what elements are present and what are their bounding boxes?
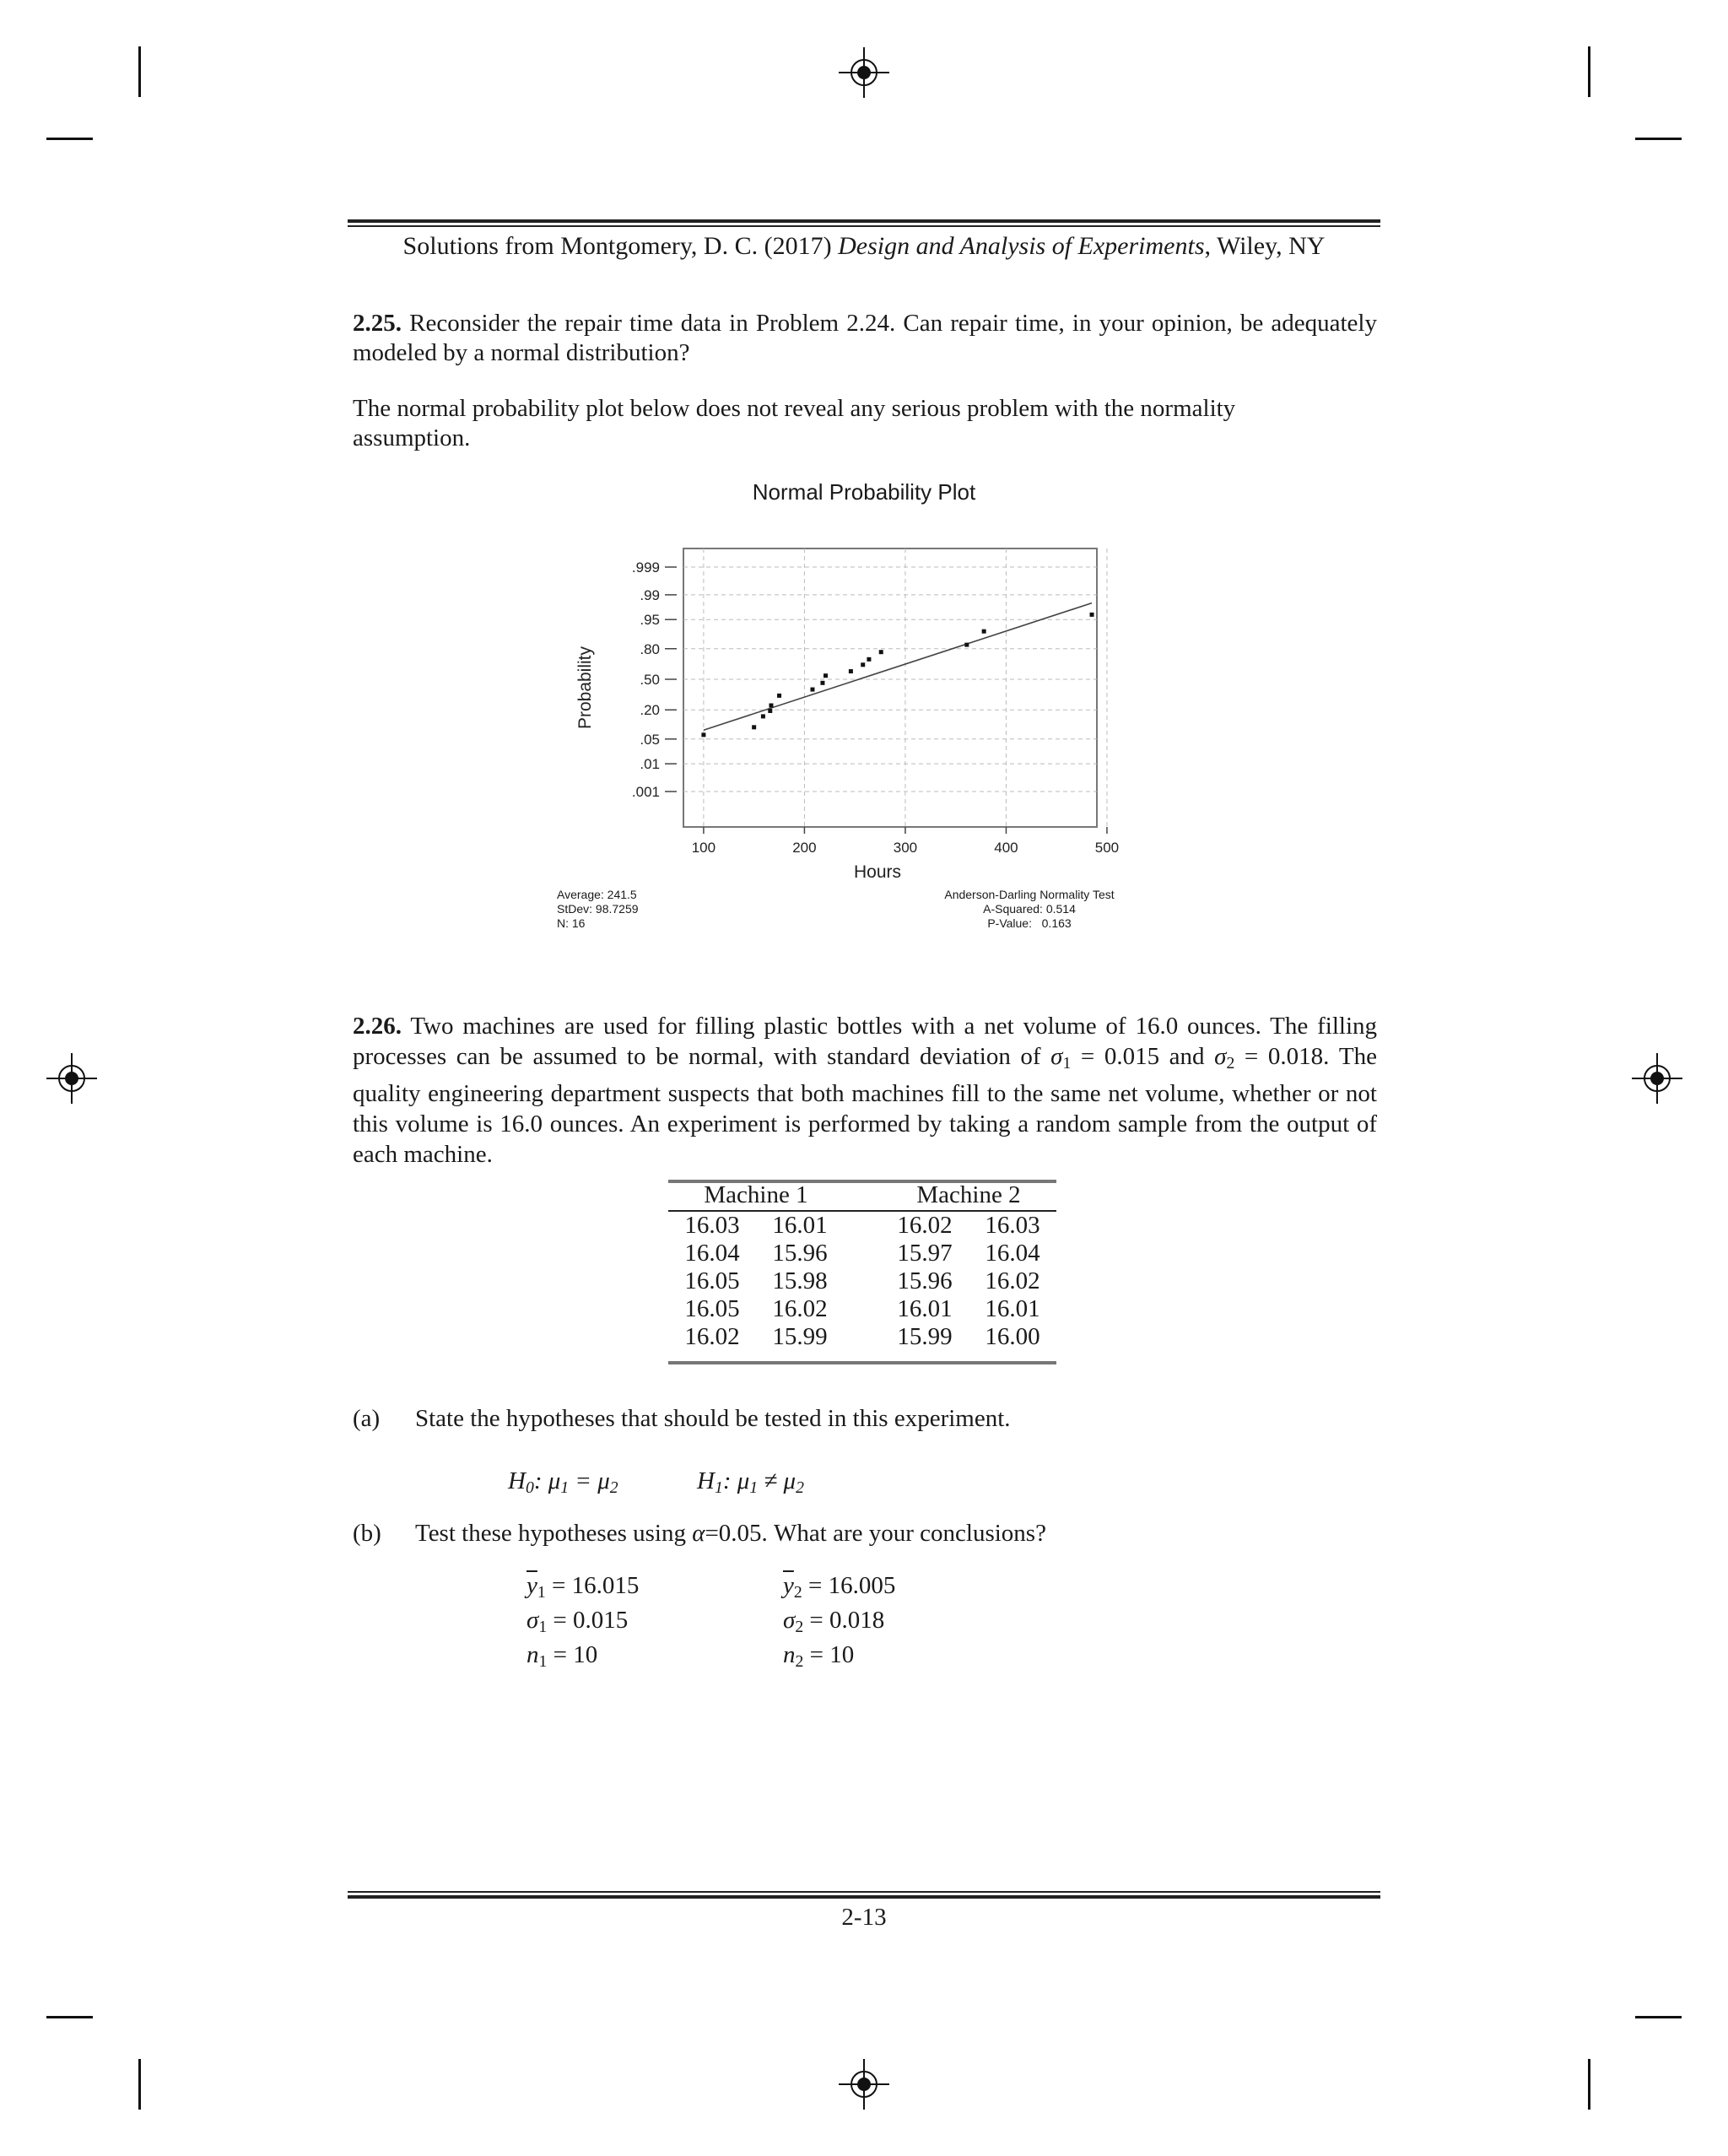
- data-point: [820, 681, 824, 685]
- part-b-text: Test these hypotheses using α=0.05. What are your conclusions?: [415, 1520, 1046, 1547]
- plot-frame: [683, 548, 1097, 827]
- stat-stdev: StDev: 98.7259: [557, 902, 639, 916]
- data-point: [1090, 613, 1094, 617]
- ad-test-title: Anderson-Darling Normality Test: [944, 888, 1115, 901]
- registration-mark-icon: [46, 1053, 97, 1104]
- y-tick-label: .50: [640, 672, 660, 688]
- normal-probability-plot: [540, 523, 1148, 886]
- header-rule: [348, 219, 1380, 223]
- stat-average: Average: 241.5: [557, 888, 637, 901]
- ad-a-squared: A-Squared: 0.514: [983, 902, 1076, 916]
- part-b-label: (b): [353, 1520, 381, 1547]
- table-row: 16.04 15.96 15.97 16.04: [684, 1240, 1040, 1267]
- registration-mark-icon: [839, 2059, 889, 2110]
- table-row: 16.05 15.98 15.96 16.02: [684, 1267, 1040, 1294]
- null-hypothesis: $H_0$: $\mu_1 = \mu_2$: [508, 1467, 618, 1497]
- y-tick-label: .01: [640, 756, 660, 773]
- crop-mark: [1635, 2016, 1682, 2018]
- table-row: 16.02 15.99 15.99 16.00: [684, 1323, 1040, 1350]
- chart-stats-right: [928, 888, 1131, 931]
- data-point: [867, 657, 871, 662]
- chart-stats-left: [557, 888, 639, 931]
- page-number: 2-13: [841, 1904, 887, 1931]
- table-header-machine-1: Machine 1: [668, 1181, 844, 1211]
- crop-mark: [1635, 138, 1682, 140]
- sample-stat-sigma1: $\sigma_1 = 0.015$: [526, 1607, 629, 1636]
- crop-mark: [1588, 46, 1590, 97]
- sample-stat-sigma2: $\sigma_2 = 0.018$: [783, 1607, 885, 1636]
- problem-2-25-question: 2.25. Reconsider the repair time data in Problem 2.24. Can repair time, in your opinion, be adequately modeled by a normal distribution?: [353, 310, 1377, 366]
- x-tick-label: 200: [792, 840, 817, 856]
- data-point: [777, 694, 781, 698]
- crop-mark: [1588, 2059, 1590, 2110]
- problem-2-26-question: 2.26. Two machines are used for filling plastic bottles with a net volume of 16.0 ounces. The filling processes can be assumed to be normal, with standard deviation of $\sigma_1 = 0.015$ and $\sigma_2 = 0.018$. The quality engineering department suspects that both machines fill to the same net volume, whether or not this volume is 16.0 ounces. An experiment is performed by taking a random sample from the output of each machine.: [353, 1013, 1377, 1168]
- sample-stat-y2: $\overline{y}_2 = 16.005$: [783, 1572, 896, 1602]
- data-point: [768, 709, 772, 713]
- y-tick-label: .80: [640, 640, 660, 657]
- part-a-label: (a): [353, 1405, 381, 1432]
- x-tick-label: 500: [1094, 840, 1120, 856]
- footer-rule: [348, 1895, 1380, 1899]
- crop-mark: [46, 2016, 93, 2018]
- ad-p-value: P-Value: 0.163: [987, 916, 1072, 930]
- data-point: [701, 732, 705, 737]
- stat-n: N: 16: [557, 916, 586, 930]
- sample-stat-y1: $\overline{y}_1 = 16.015$: [526, 1572, 640, 1602]
- machine-fill-table: [668, 1181, 1056, 1351]
- y-tick-label: .999: [631, 559, 660, 575]
- y-tick-label: .20: [640, 702, 660, 719]
- running-header: Solutions from Montgomery, D. C. (2017) Design and Analysis of Experiments, Wiley, NY: [402, 232, 1326, 260]
- alternative-hypothesis: $H_1$: $\mu_1 \ne \mu_2$: [697, 1467, 804, 1497]
- data-point: [824, 673, 828, 678]
- problem-2-25-answer: The normal probability plot below does not reveal any serious problem with the normality assumption.: [353, 395, 1236, 451]
- x-tick-label: 400: [994, 840, 1018, 856]
- x-axis-label: Hours: [853, 862, 902, 882]
- part-a-text: State the hypotheses that should be tested in this experiment.: [415, 1405, 1011, 1432]
- y-tick-label: .05: [640, 731, 660, 748]
- registration-mark-icon: [1632, 1053, 1682, 1104]
- y-axis-label: Probability: [575, 646, 595, 730]
- y-tick-label: .001: [631, 784, 660, 800]
- table-bottom-rule: [668, 1361, 1056, 1364]
- sample-stat-n1: $n_1 = 10$: [526, 1641, 598, 1671]
- data-point: [752, 725, 756, 729]
- x-tick-label: 300: [893, 840, 918, 856]
- data-point: [964, 643, 969, 647]
- data-point: [849, 669, 853, 673]
- table-header-machine-2: Machine 2: [881, 1181, 1056, 1211]
- crop-mark: [46, 138, 93, 140]
- footer-rule: [348, 1891, 1380, 1893]
- data-point: [861, 662, 865, 667]
- crop-mark: [138, 46, 141, 97]
- table-row: 16.05 16.02 16.01 16.01: [684, 1295, 1040, 1322]
- x-tick-label: 100: [691, 840, 716, 856]
- data-point: [769, 703, 773, 707]
- data-point: [761, 714, 765, 718]
- crop-mark: [138, 2059, 141, 2110]
- sample-stat-n2: $n_2 = 10$: [783, 1641, 855, 1671]
- data-point: [879, 650, 883, 654]
- y-tick-label: .95: [640, 612, 660, 629]
- chart-title: Normal Probability Plot: [752, 479, 976, 505]
- data-point: [982, 630, 986, 634]
- y-tick-label: .99: [640, 586, 660, 603]
- registration-mark-icon: [839, 47, 889, 98]
- header-rule: [348, 225, 1380, 227]
- data-point: [810, 688, 814, 692]
- table-row: 16.03 16.01 16.02 16.03: [684, 1212, 1040, 1239]
